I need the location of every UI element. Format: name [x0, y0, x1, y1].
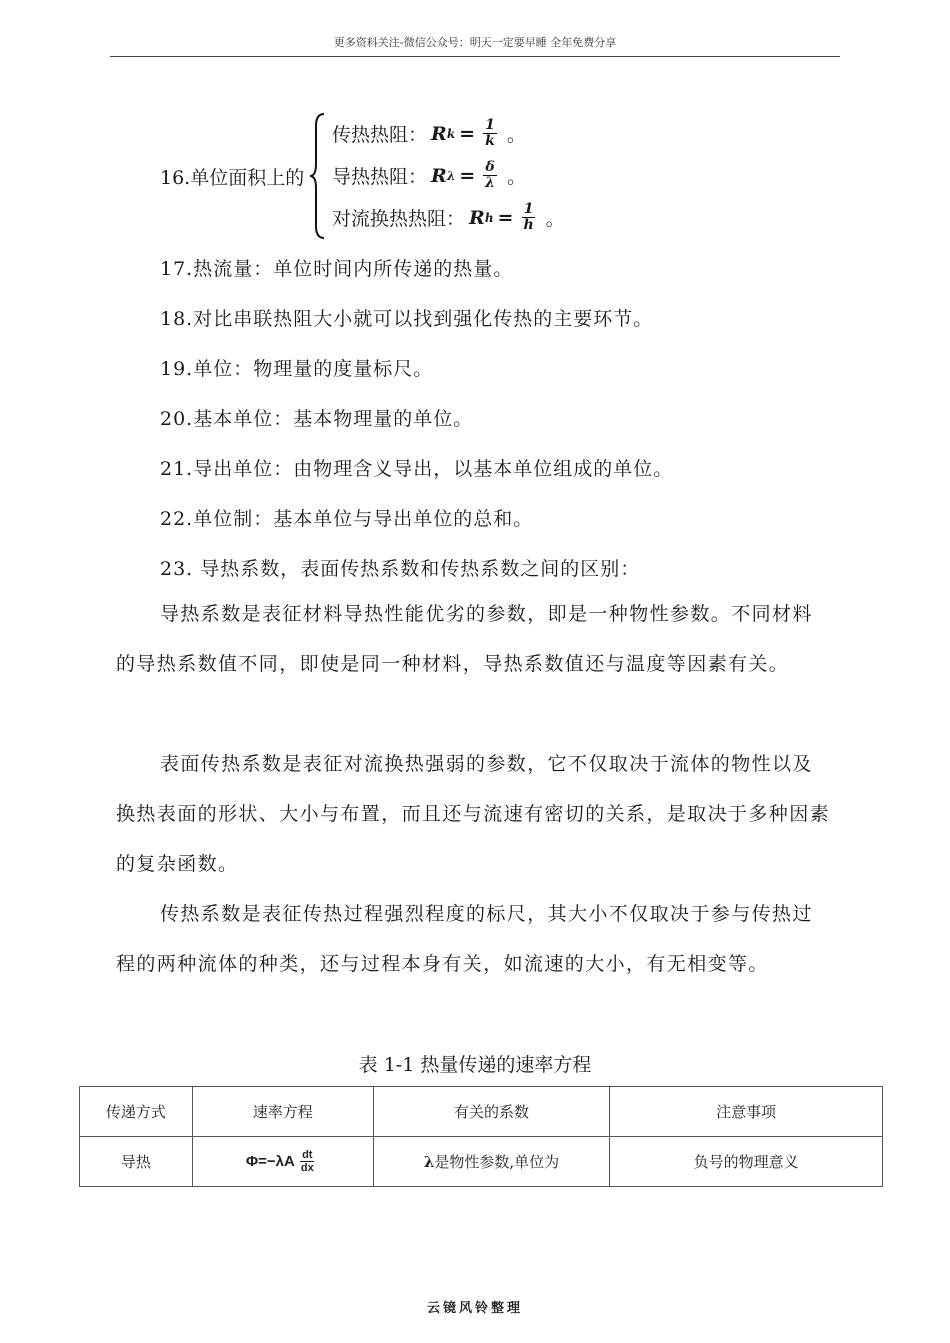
table-row	[80, 1137, 883, 1187]
formula-rh	[469, 202, 540, 233]
table-cell-note: 负号的物理意义	[610, 1137, 883, 1187]
fraction-numerator: dt	[302, 1149, 313, 1161]
def-name: 对流换热热阻：	[332, 208, 466, 230]
coef-text: 是物性参数,单位为	[434, 1153, 560, 1171]
left-brace-icon	[308, 112, 328, 240]
equation-lhs: Φ=−λA	[245, 1153, 295, 1170]
fraction-denominator: dx	[300, 1162, 314, 1174]
table-header-row	[80, 1087, 883, 1137]
page-footer: 云镜风铃整理	[426, 1301, 523, 1316]
def-end: 。	[545, 208, 565, 230]
item-17: 17.热流量：单位时间内所传递的热量。	[160, 258, 514, 280]
fraction-denominator: h	[523, 217, 534, 233]
fraction	[483, 118, 497, 149]
paragraph-surface-coefficient: 表面传热系数是表征对流换热强弱的参数，它不仅取决于流体的物性以及换热表面的形状、大小与布置，而且还与流速有密切的关系，是取决于多种因素的复杂函数。	[116, 753, 831, 875]
item-19: 19.单位：物理量的度量标尺。	[160, 358, 434, 380]
rate-equation-table	[79, 1086, 883, 1187]
table-header-cell: 有关的系数	[373, 1087, 610, 1137]
paragraph-conductivity: 导热系数是表征材料导热性能优劣的参数，即是一种物性参数。不同材料的导热系数值不同，即使是同一种材料，导热系数值还与温度等因素有关。	[116, 603, 813, 675]
formula-subscript: k	[446, 126, 456, 141]
formula-rk	[431, 118, 501, 149]
def-row-conduction-transfer	[332, 118, 526, 149]
def-end: 。	[506, 166, 526, 188]
item-22: 22.单位制：基本单位与导出单位的总和。	[160, 508, 534, 530]
formula-symbol: R	[431, 122, 447, 145]
def-row-convection	[332, 202, 565, 233]
fraction-denominator: k	[485, 133, 495, 149]
item-21: 21.导出单位：由物理含义导出，以基本单位组成的单位。	[160, 458, 674, 480]
def-name: 导热热阻：	[332, 166, 428, 188]
table-header-cell: 注意事项	[610, 1087, 883, 1137]
header-divider	[110, 56, 840, 57]
def-end: 。	[506, 124, 526, 146]
def-name: 传热热阻：	[332, 124, 428, 146]
formula-symbol: R	[431, 164, 447, 187]
formula-rlambda	[431, 160, 501, 191]
fraction-numerator: δ	[485, 159, 495, 175]
coef-symbol: λ	[423, 1153, 435, 1171]
fraction	[521, 202, 535, 233]
item-16-label: 16.单位面积上的	[160, 167, 305, 189]
equals-sign: =	[459, 164, 476, 187]
equals-sign: =	[497, 206, 514, 229]
fraction	[299, 1149, 316, 1174]
page-header: 更多资料关注-微信公众号：明天一定要早睡 全年免费分享	[333, 36, 617, 49]
table-cell-equation	[192, 1137, 373, 1187]
fraction-numerator: 1	[523, 201, 534, 217]
fourier-equation	[246, 1149, 320, 1174]
fraction-numerator: 1	[485, 117, 495, 133]
table-cell-coefficient	[373, 1137, 610, 1187]
def-row-conduction	[332, 160, 526, 191]
item-20: 20.基本单位：基本物理量的单位。	[160, 408, 474, 430]
table-cell-mode: 导热	[80, 1137, 193, 1187]
item-16-block	[160, 112, 620, 240]
item-18: 18.对比串联热阻大小就可以找到强化传热的主要环节。	[160, 308, 654, 330]
item-23: 23. 导热系数，表面传热系数和传热系数之间的区别：	[160, 558, 641, 580]
table-header-cell: 传递方式	[80, 1087, 193, 1137]
formula-subscript: λ	[446, 168, 456, 183]
paragraph-overall-coefficient: 传热系数是表征传热过程强烈程度的标尺，其大小不仅取决于参与传热过程的两种流体的种类，还与过程本身有关，如流速的大小，有无相变等。	[116, 903, 813, 975]
equals-sign: =	[459, 122, 476, 145]
table-header-cell: 速率方程	[192, 1087, 373, 1137]
fraction-denominator: λ	[485, 175, 495, 191]
formula-symbol: R	[469, 206, 485, 229]
table-caption: 表 1-1 热量传递的速率方程	[358, 1054, 592, 1076]
formula-subscript: h	[484, 210, 494, 225]
fraction	[483, 160, 497, 191]
